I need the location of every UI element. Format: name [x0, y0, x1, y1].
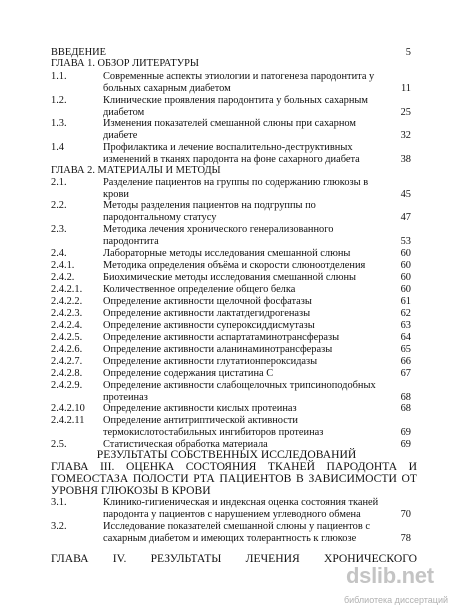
section-title-continued: пародонта у пациентов с нарушением углеводного обмена — [103, 509, 361, 520]
page-number: 78 — [400, 533, 411, 544]
page-number: 62 — [400, 308, 411, 319]
page-number: 38 — [400, 154, 411, 165]
section-number: 2.4.2.10 — [51, 403, 85, 414]
watermark-subtitle: библиотека диссертаций — [344, 595, 449, 605]
section-title: Определение активности кислых протеиназ — [103, 403, 297, 414]
section-title: Определение активности супероксиддисмутазы — [103, 320, 315, 331]
page-number: 53 — [400, 236, 411, 247]
page-number: 25 — [400, 107, 411, 118]
page-number: 32 — [400, 130, 411, 141]
section-number: 2.4.2. — [51, 272, 75, 283]
page-number: 47 — [400, 212, 411, 223]
section-number: 1.1. — [51, 71, 67, 82]
chapter-heading: УРОВНЯ ГЛЮКОЗЫ В КРОВИ — [51, 484, 211, 497]
section-number: 1.4 — [51, 142, 64, 153]
section-title-continued: больных сахарным диабетом — [103, 83, 231, 94]
page-number: 69 — [400, 427, 411, 438]
section-title-continued: пародонтита — [103, 236, 159, 247]
page-number: 61 — [400, 296, 411, 307]
section-title: Определение активности глутатионпероксидазы — [103, 356, 318, 367]
chapter-heading: ГЛАВА 2. МАТЕРИАЛЫ И МЕТОДЫ — [51, 165, 221, 176]
section-number: 1.3. — [51, 118, 67, 129]
page-number: 11 — [400, 83, 411, 94]
page-number: 67 — [400, 368, 411, 379]
section-title-continued: сахарным диабетом и имеющих толерантность к глюкозе — [103, 533, 357, 544]
section-number: 3.1. — [51, 497, 67, 508]
section-title: Разделение пациентов на группы по содержанию глюкозы в — [103, 177, 369, 188]
section-number: 2.4.2.3. — [51, 308, 83, 319]
chapter-heading: ГЛАВА 1. ОБЗОР ЛИТЕРАТУРЫ — [51, 58, 199, 69]
section-title: Определение активности аспартатаминотрансферазы — [103, 332, 340, 343]
section-title-continued: крови — [103, 189, 129, 200]
section-title-continued: диабете — [103, 130, 138, 141]
section-title: Современные аспекты этиологии и патогенеза пародонтита у — [103, 71, 375, 82]
section-title: Клинические проявления пародонтита у больных сахарным — [103, 95, 368, 106]
page-number: 70 — [400, 509, 411, 520]
section-title-continued: пародонтальному статусу — [103, 212, 217, 223]
page-number: 5 — [405, 47, 411, 58]
section-title: Определение содержания цистатина С — [103, 368, 274, 379]
section-title: Определение активности щелочной фосфатазы — [103, 296, 312, 307]
section-number: 2.4.2.5. — [51, 332, 83, 343]
chapter-heading: ГЛАВА IV. РЕЗУЛЬТАТЫ ЛЕЧЕНИЯ ХРОНИЧЕСКОГО — [51, 552, 417, 565]
page-number: 45 — [400, 189, 411, 200]
section-number: 2.4.2.8. — [51, 368, 83, 379]
section-number: 2.4.1. — [51, 260, 75, 271]
section-title-continued: протеиназ — [103, 392, 148, 403]
section-title: Определение активности аланинаминотрансферазы — [103, 344, 333, 355]
page-number: 68 — [400, 392, 411, 403]
section-number: 2.3. — [51, 224, 67, 235]
section-number: 2.4.2.9. — [51, 380, 83, 391]
page-number: 60 — [400, 284, 411, 295]
page-number: 65 — [400, 344, 411, 355]
page-number: 60 — [400, 260, 411, 271]
section-title: Методика определения объёма и скорости слюноотделения — [103, 260, 366, 271]
page-number: 63 — [400, 320, 411, 331]
section-title: Методы разделения пациентов на подгруппы по — [103, 200, 316, 211]
section-title: Статистическая обработка материала — [103, 439, 268, 450]
section-number: 2.4.2.7. — [51, 356, 83, 367]
page-number: 60 — [400, 272, 411, 283]
section-number: 3.2. — [51, 521, 67, 532]
section-number: 2.5. — [51, 439, 67, 450]
watermark — [340, 563, 449, 610]
section-title: Определение антитриптической активности — [103, 415, 298, 426]
section-title: Изменения показателей смешанной слюны при сахарном — [103, 118, 356, 129]
section-title: Определение активности лактатдегидрогеназы — [103, 308, 311, 319]
chapter-heading: ГЛАВА III. ОЦЕНКА СОСТОЯНИЯ ТКАНЕЙ ПАРОДОНТА И — [51, 460, 417, 473]
section-number: 1.2. — [51, 95, 67, 106]
section-title: Исследование показателей смешанной слюны у пациентов с — [103, 521, 370, 532]
section-title: Клинико-гигиеническая и индексная оценка состояния тканей — [103, 497, 379, 508]
section-number: 2.1. — [51, 177, 67, 188]
section-number: 2.4.2.4. — [51, 320, 83, 331]
page-number: 66 — [400, 356, 411, 367]
section-title-continued: диабетом — [103, 107, 145, 118]
section-number: 2.4.2.1. — [51, 284, 83, 295]
section-title: Профилактика и лечение воспалительно-деструктивных — [103, 142, 353, 153]
section-title: Лабораторные методы исследования смешанной слюны — [103, 248, 351, 259]
section-title: Биохимические методы исследования смешанной слюны — [103, 272, 357, 283]
page-number: 68 — [400, 403, 411, 414]
section-number: 2.2. — [51, 200, 67, 211]
page-number: 69 — [400, 439, 411, 450]
section-title-continued: изменений в тканях пародонта на фоне сахарного диабета — [103, 154, 360, 165]
section-title: Методика лечения хронического генерализованного — [103, 224, 334, 235]
section-title: Определение активности слабощелочных трипсиноподобных — [103, 380, 376, 391]
page-number: 64 — [400, 332, 411, 343]
section-number: 2.4.2.11 — [51, 415, 85, 426]
page-number: 60 — [400, 248, 411, 259]
part-heading: РЕЗУЛЬТАТЫ СОБСТВЕННЫХ ИССЛЕДОВАНИЙ — [96, 448, 357, 461]
chapter-heading: ГОМЕОСТАЗА ПОЛОСТИ РТА ПАЦИЕНТОВ В ЗАВИСИМОСТИ ОТ — [51, 472, 417, 485]
section-title: Количественное определение общего белка — [103, 284, 296, 295]
chapter-heading: ВВЕДЕНИЕ — [51, 47, 106, 58]
section-number: 2.4.2.2. — [51, 296, 83, 307]
section-title-continued: термокислотостабильных ингибиторов протеиназ — [103, 427, 324, 438]
watermark-logo: dslib.net — [346, 563, 434, 588]
section-number: 2.4.2.6. — [51, 344, 83, 355]
section-number: 2.4. — [51, 248, 67, 259]
